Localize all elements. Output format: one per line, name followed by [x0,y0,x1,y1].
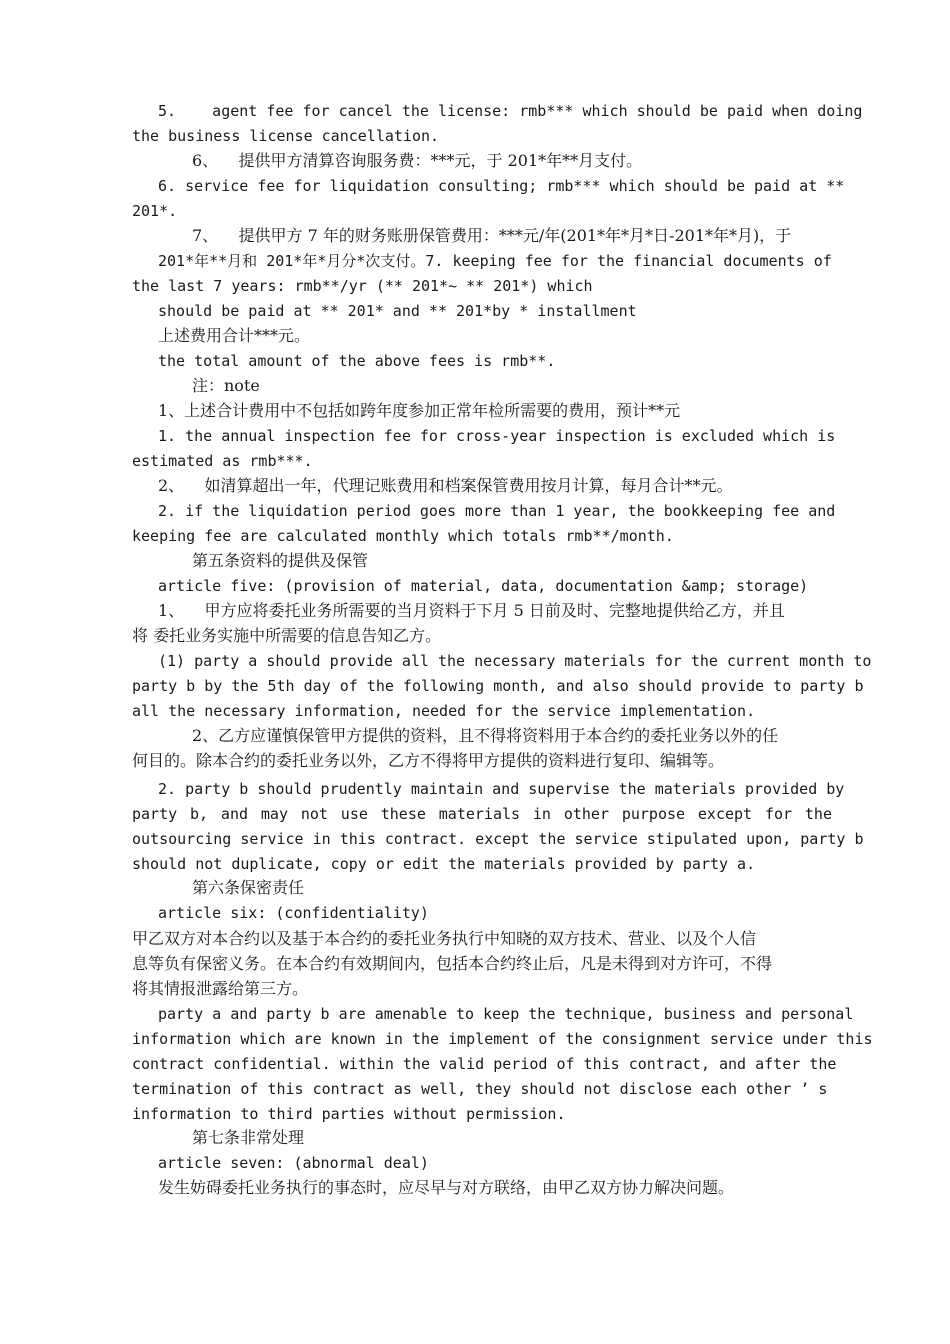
text-line: 201*. [132,202,178,220]
text-line: keeping fee are calculated monthly which totals rmb**/month. [132,527,674,545]
text-line: termination of this contract as well, they should not disclose each other ’ s [132,1080,828,1098]
text-line: 201*年**月和 201*年*月分*次支付。7. keeping fee for the financial documents of [158,252,832,270]
text-line: 2. party b should prudently maintain and supervise the materials provided by [158,780,845,798]
text-line: 何目的。除本合约的委托业务以外，乙方不得将甲方提供的资料进行复印、编辑等。 [132,751,725,770]
text-line: party a and party b are amenable to keep the technique, business and personal [158,1005,854,1023]
section-heading: 第六条保密责任 [192,878,305,897]
text-line: 5. agent fee for cancel the license: rmb*** which should be paid when doing [158,102,863,120]
text-line: 上述费用合计***元。 [158,326,311,345]
text-line: (1) party a should provide all the necessary materials for the current month to [158,652,872,670]
text-line: 6. service fee for liquidation consulting; rmb*** which should be paid at ** [158,177,845,195]
text-line: should not duplicate, copy or edit the materials provided by party a. [132,855,756,873]
text-line: 1、上述合计费用中不包括如跨年度参加正常年检所需要的费用，预计**元 [158,401,681,420]
text-line: the total amount of the above fees is rmb**. [158,352,556,370]
section-heading: article five: (provision of material, data, documentation &amp; storage) [158,577,809,595]
text-line: 将 委托业务实施中所需要的信息告知乙方。 [132,626,442,645]
text-line: the last 7 years: rmb**/yr (** 201*~ ** 201*) which [132,277,593,295]
text-line: all the necessary information, needed for the service implementation. [132,702,756,720]
text-line: 2、乙方应谨慎保管甲方提供的资料，且不得将资料用于本合约的委托业务以外的任 [192,726,779,745]
section-heading: article six: (confidentiality) [158,904,429,922]
text-line: party b, and may not use these materials in other purpose except for the [132,805,832,823]
text-line: 1、 甲方应将委托业务所需要的当月资料于下月 5 日前及时、完整地提供给乙方，并且 [158,601,785,620]
section-heading: article seven: (abnormal deal) [158,1154,429,1172]
text-line: 2、 如清算超出一年，代理记账费用和档案保管费用按月计算，每月合计**元。 [158,476,733,495]
text-line: 注：note [192,376,260,395]
text-line: 2. if the liquidation period goes more than 1 year, the bookkeeping fee and [158,502,836,520]
text-line: 息等负有保密义务。在本合约有效期间内，包括本合约终止后，凡是未得到对方许可，不得 [132,954,773,973]
text-line: should be paid at ** 201* and ** 201*by * installment [158,302,637,320]
text-line: information to third parties without permission. [132,1105,566,1123]
text-line: party b by the 5th day of the following month, and also should provide to party b [132,677,864,695]
text-line: contract confidential. within the valid period of this contract, and after the [132,1055,837,1073]
text-line: 甲乙双方对本合约以及基于本合约的委托业务执行中知晓的双方技术、营业、以及个人信 [132,929,757,948]
text-line: information which are known in the implement of the consignment service under this [132,1030,873,1048]
text-line: 1. the annual inspection fee for cross-year inspection is excluded which is [158,427,836,445]
text-line: 将其情报泄露给第三方。 [132,979,309,998]
text-line: the business license cancellation. [132,127,440,145]
text-line: 发生妨碍委托业务执行的事态时，应尽早与对方联络，由甲乙双方协力解决问题。 [158,1178,735,1197]
text-line: estimated as rmb***. [132,452,313,470]
text-line: 7、 提供甲方 7 年的财务账册保管费用：***元/年(201*年*月*日-201*年*月)，于 [192,226,792,245]
section-heading: 第七条非常处理 [192,1128,305,1147]
section-heading: 第五条资料的提供及保管 [192,551,369,570]
text-line: 6、 提供甲方清算咨询服务费：***元，于 201*年**月支付。 [192,151,643,170]
text-line: outsourcing service in this contract. except the service stipulated upon, party b [132,830,864,848]
